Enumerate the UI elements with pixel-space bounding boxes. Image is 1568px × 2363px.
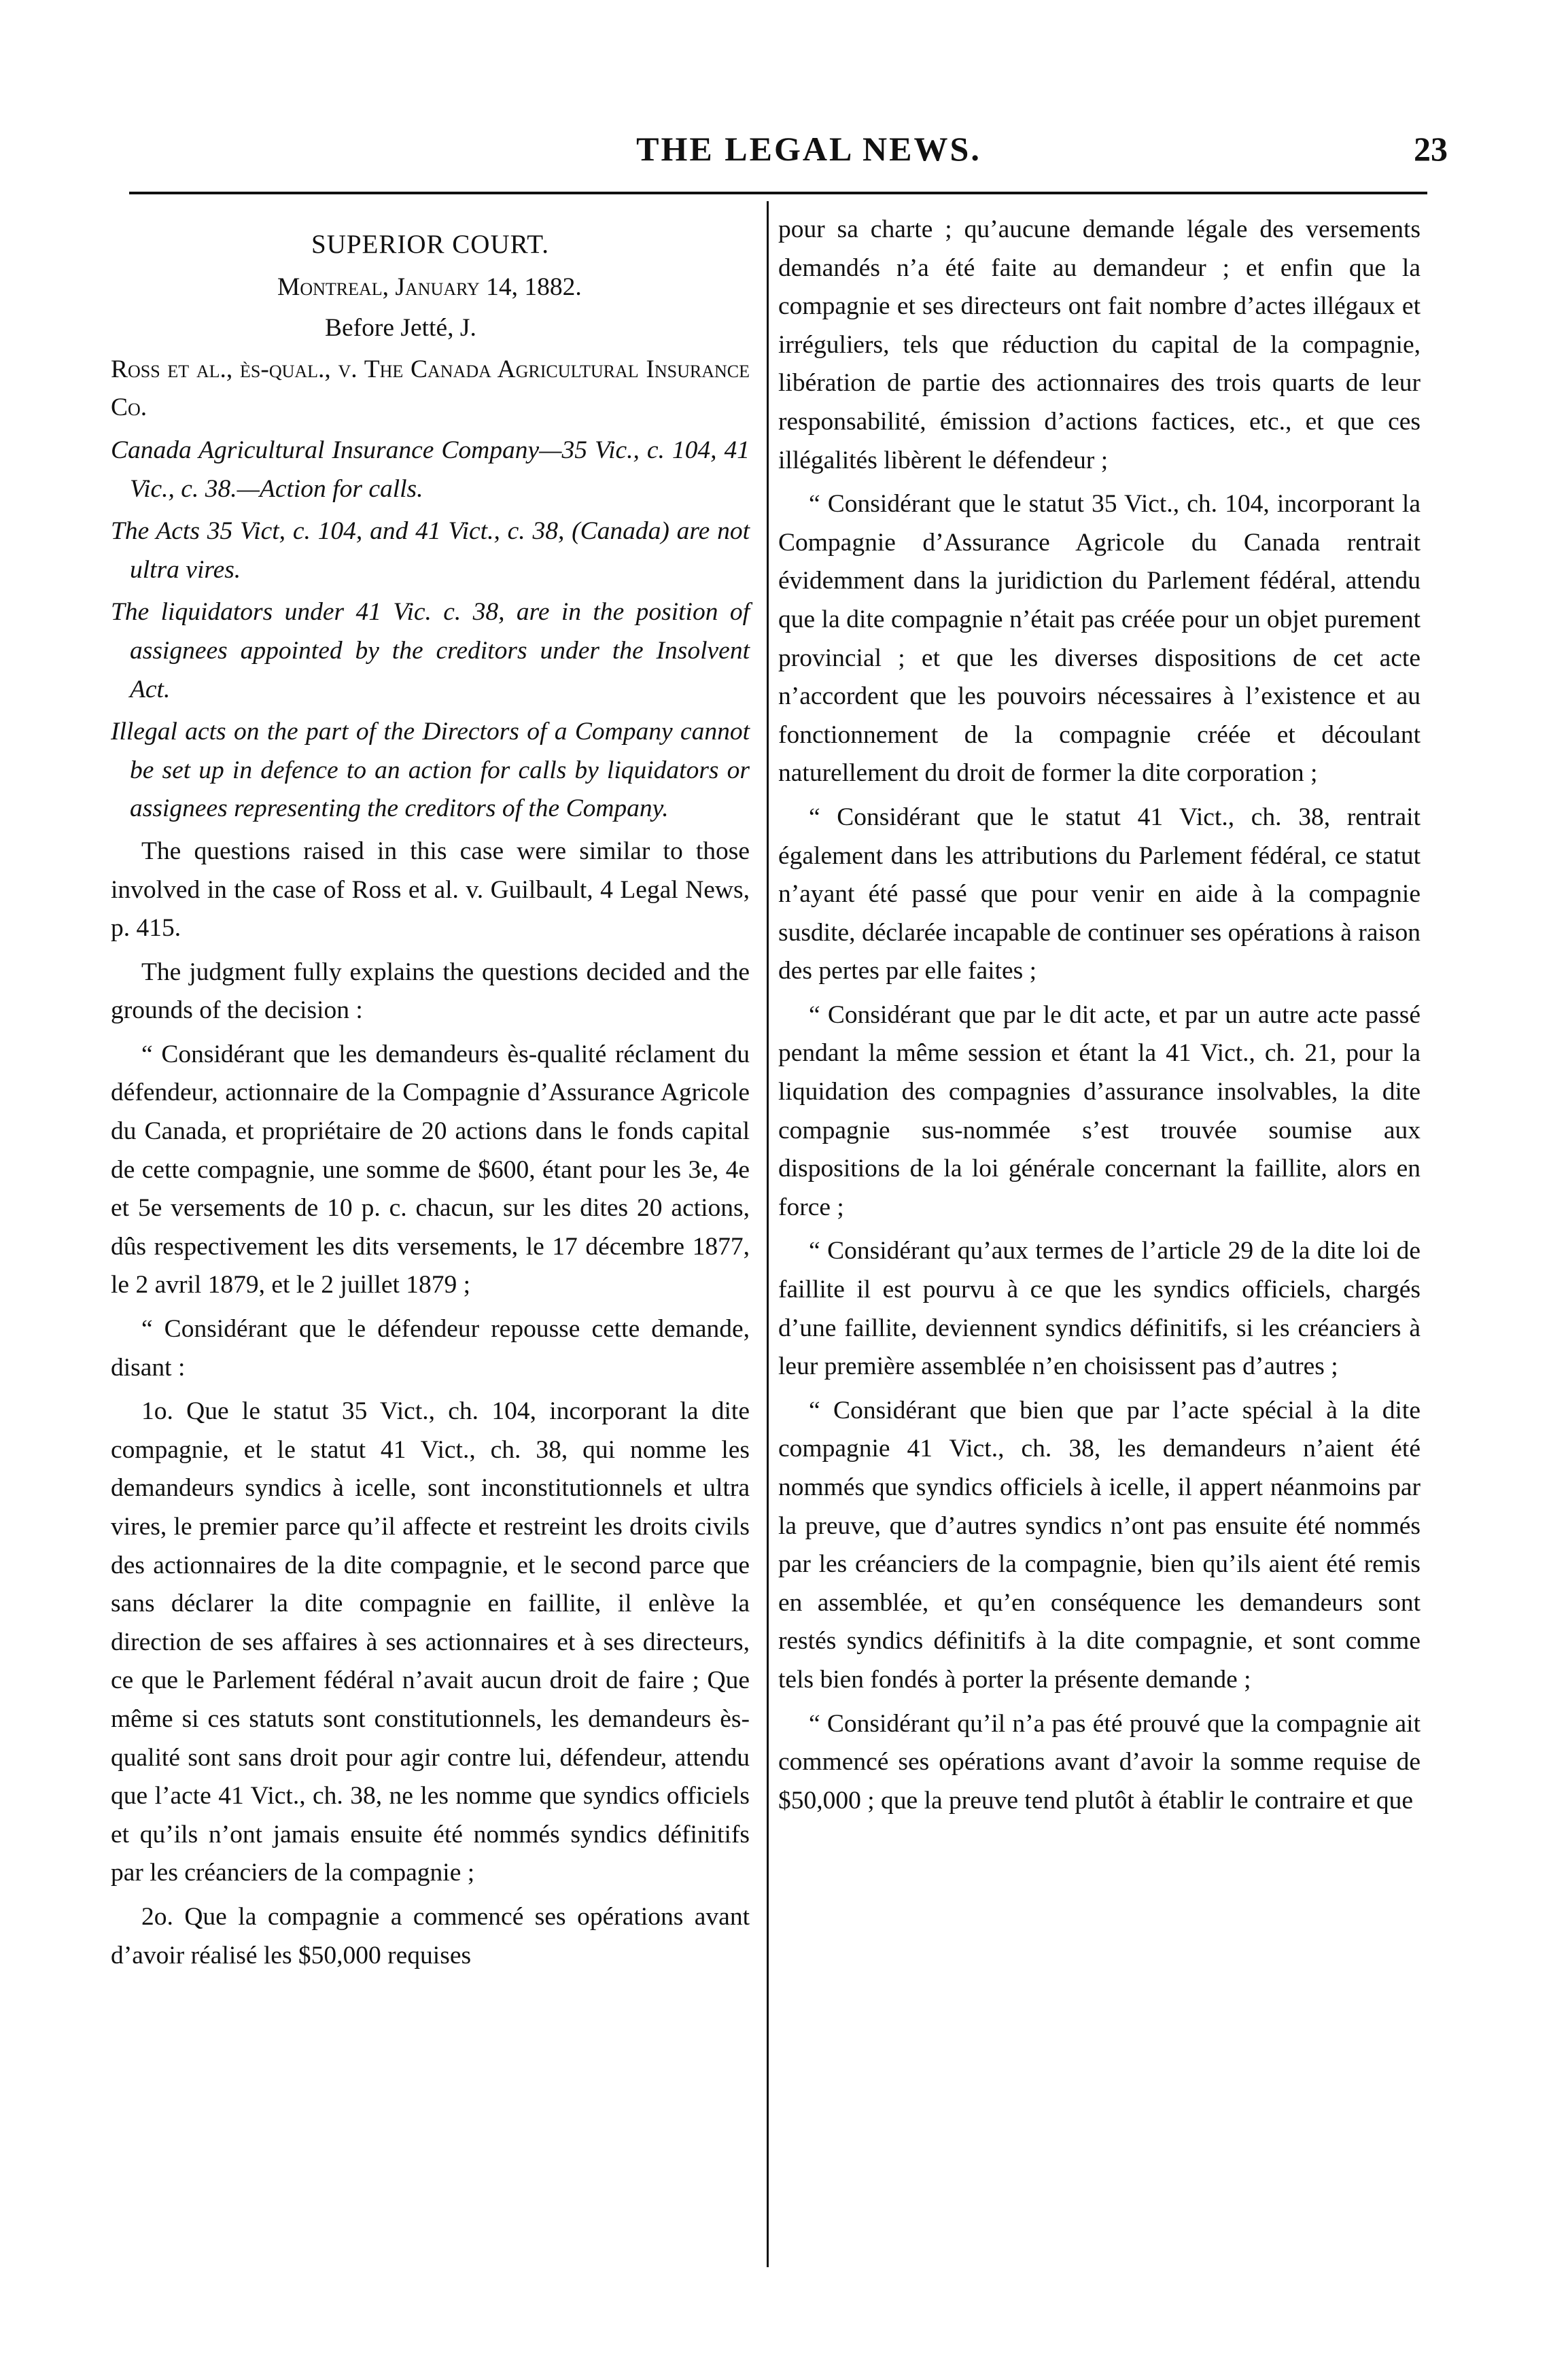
body-paragraph: “ Considérant qu’aux termes de l’article 29 de la dite loi de faillite il est pourvu à ce que les syndics officiels, chargés d’une faillite, deviennent syndics définitifs, si les créanciers à leur première assemblée n’en choisissent pas d’autres ; [778,1237,1421,1381]
body-paragraph: pour sa charte ; qu’aucune demande légale des versements demandés n’a été faite au demandeur ; et enfin que la compagnie et ses directeurs ont fait nombre d’actes illégaux et irréguliers, tels que réduction du capital de la compagnie, libération de partie des actionnaires des trois quarts de leur responsabilité, émission d’actions factices, etc., et que ces illégalités libèrent le défendeur ; [778,215,1421,474]
body-paragraph: The judgment fully explains the questions decided and the grounds of the decision : [111,958,750,1025]
case-parties: Ross et al., ès-qual., v. The Canada Agricultural Insurance Co. [111,355,750,422]
left-column [111,211,750,1980]
court-heading: SUPERIOR COURT. [311,230,549,259]
headnote: The Acts 35 Vict, c. 104, and 41 Vict., c. 38, (Canada) are not ultra vires. [111,517,750,584]
body-paragraph: “ Considérant que bien que par l’acte spécial à la dite compagnie 41 Vict., ch. 38, les demandeurs n’aient été nommés que syndics officiels à icelle, il appert néanmoins par la preuve, que d’autres syndics n’ont pas ensuite été nommés par les créanciers de la compagnie, bien qu’ils aient été remis en assemblée, et qu’en conséquence les demandeurs sont restés syndics définitifs à la dite compagnie, et sont comme tels bien fondés à porter la présente demande ; [778,1396,1421,1694]
headnote: Canada Agricultural Insurance Company—35 Vic., c. 104, 41 Vic., c. 38.—Action for calls. [111,436,750,503]
column-divider [767,201,769,2267]
body-paragraph: “ Considérant qu’il n’a pas été prouvé que la compagnie ait commencé ses opérations avant d’avoir la somme requise de $50,000 ; que la preuve tend plutôt à établir le contraire et que [778,1709,1421,1815]
journal-title: THE LEGAL NEWS. [636,130,981,168]
page-header [170,129,1448,177]
body-paragraph: “ Considérant que le statut 35 Vict., ch. 104, incorporant la Compagnie d’Assurance Agricole du Canada rentrait évidemment dans la juridiction du Parlement fédéral, attendu que la dite compagnie n’était pas créée pour un objet purement provincial ; et que les diverses dispositions de cet acte n’accordent que les pouvoirs nécessaires à l’existence et au fonctionnement de la compagnie créée et découlant naturellement du droit de former la dite corporation ; [778,490,1421,788]
body-paragraph: 2o. Que la compagnie a commencé ses opérations avant d’avoir réalisé les $50,000 requises [111,1902,750,1970]
page-number: 23 [1414,130,1448,168]
headnote: The liquidators under 41 Vic. c. 38, are in the position of assignees appointed by the creditors under the Insolvent Act. [111,598,750,703]
headnote: Illegal acts on the part of the Directors of a Company cannot be set up in defence to an action for calls by liquidators or assignees representing the creditors of the Company. [111,718,750,823]
body-paragraph: The questions raised in this case were similar to those involved in the case of Ross et al. v. Guilbault, 4 Legal News, p. 415. [111,837,750,943]
dateline: Montreal, January 14, 1882. [277,273,582,301]
body-paragraph: “ Considérant que le statut 41 Vict., ch. 38, rentrait également dans les attributions du Parlement fédéral, ce statut n’ayant été passé que pour venir en aide à la compagnie susdite, déclarée incapable de continuer ses opérations à raison des pertes par elle faites ; [778,803,1421,985]
right-column [778,211,1421,1825]
body-paragraph: “ Considérant que les demandeurs ès-qualité réclament du défendeur, actionnaire de la Compagnie d’Assurance Agricole du Canada, et propriétaire de 20 actions dans le fonds capital de cette compagnie, une somme de $600, étant pour les 3e, 4e et 5e versements de 10 p. c. chacun, sur les dites 20 actions, dûs respectivement les dits versements, le 17 décembre 1877, le 2 avril 1879, et le 2 juillet 1879 ; [111,1040,750,1299]
judge-line: Before Jetté, J. [325,314,476,343]
body-paragraph: “ Considérant que par le dit acte, et par un autre acte passé pendant la même session et étant la 41 Vict., ch. 21, pour la liquidation des compagnies d’assurance insolvables, la dite compagnie sus-nommée s’est trouvée soumise aux dispositions de la loi générale concernant la faillite, alors en force ; [778,1000,1421,1221]
body-paragraph: “ Considérant que le défendeur repousse cette demande, disant : [111,1315,750,1382]
header-rule [129,192,1427,194]
body-paragraph: 1o. Que le statut 35 Vict., ch. 104, incorporant la dite compagnie, et le statut 41 Vict., ch. 38, qui nomme les demandeurs syndics à icelle, sont inconstitutionnels et ultra vires, le premier parce qu’il affecte et restreint les droits civils des actionnaires de la dite compagnie, et le second parce que sans déclarer la dite compagnie en faillite, il enlève la direction de ses affaires à ses actionnaires et à ses directeurs, ce que le Parlement fédéral n’avait aucun droit de faire ; Que même si ces statuts sont constitutionnels, les demandeurs ès-qualité sont sans droit pour agir contre lui, défendeur, attendu que l’acte 41 Vict., ch. 38, ne les nomme que syndics officiels et qu’ils n’ont jamais ensuite été nommés syndics définitifs par les créanciers de la compagnie ; [111,1397,750,1887]
